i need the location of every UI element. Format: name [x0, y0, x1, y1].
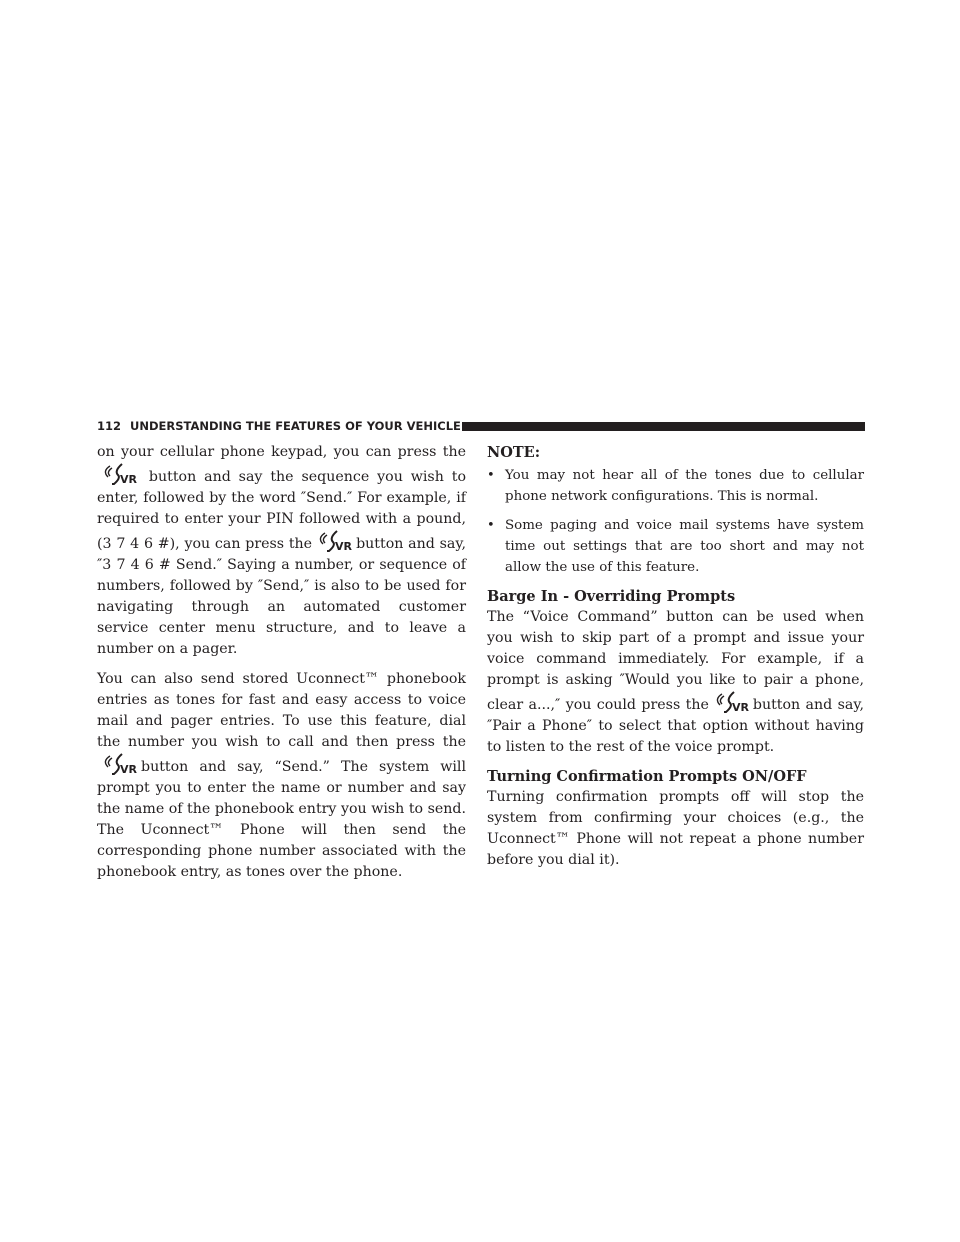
voice-recognition-button-icon	[100, 753, 138, 777]
section-title: UNDERSTANDING THE FEATURES OF YOUR VEHICLE	[130, 419, 461, 433]
text-run: The “Voice Command” button can be used when you wish to skip part of a prompt and issue your voice command immediately. For example, if a prompt is asking ″Would you like to pair a phone, clear a...,″ you could press the	[487, 609, 864, 713]
bullet: •	[487, 518, 495, 533]
list-item	[487, 515, 864, 578]
note-list	[487, 465, 864, 578]
voice-recognition-button-icon	[712, 691, 750, 715]
text-run: button and say the sequence you wish to enter, followed by the word ″Send.″ For example, if required to enter your PIN followed with a pound, (3 7 4 6 #), you can press the	[97, 469, 466, 552]
left-column	[97, 442, 466, 892]
paragraph-phonebook-tones	[97, 669, 466, 883]
note-label: NOTE:	[487, 444, 541, 461]
bullet: •	[487, 468, 495, 483]
paragraph-tones-sequence	[97, 442, 466, 660]
text-run: button and say, ″Pair a Phone″ to select that option without having to listen to the rest of the voice prompt.	[487, 697, 864, 755]
svg-text:VR: VR	[120, 763, 137, 776]
page-number: 112	[97, 419, 122, 433]
paragraph-barge-in	[487, 607, 864, 758]
text-run: button and say, “Send.” The system will prompt you to enter the name or number and say the name of the phonebook entry you wish to send. The Uconnect™ Phone will then send the corresponding phone number associated with the phonebook entry, as tones over the phone.	[97, 759, 466, 880]
list-item-text: Some paging and voice mail systems have system time out settings that are too short and may not allow the use of this feature.	[505, 518, 864, 575]
heading-confirmation-prompts: Turning Confirmation Prompts ON/OFF	[487, 768, 807, 785]
voice-recognition-button-icon	[315, 530, 353, 554]
list-item-text: You may not hear all of the tones due to cellular phone network configurations. This is normal.	[505, 468, 864, 504]
list-item	[487, 465, 864, 507]
svg-text:VR: VR	[335, 540, 353, 553]
text-run: You can also send stored Uconnect™ phonebook entries as tones for fast and easy access to voice mail and pager entries. To use this feature, dial the number you wish to call and then press the	[97, 671, 466, 750]
heading-barge-in: Barge In - Overriding Prompts	[487, 588, 736, 605]
header-rule	[462, 422, 865, 431]
svg-text:VR: VR	[120, 473, 137, 486]
page-header	[97, 418, 865, 434]
voice-recognition-button-icon	[100, 463, 138, 487]
text-run: on your cellular phone keypad, you can press the	[97, 444, 466, 460]
paragraph-confirmation-prompts: Turning confirmation prompts off will stop the system from confirming your choices (e.g., the Uconnect™ Phone will not repeat a phone number before you dial it).	[487, 789, 864, 868]
svg-text:VR: VR	[731, 701, 749, 714]
right-column	[487, 442, 864, 880]
text-run: button and say, ″3 7 4 6 # Send.″ Saying a number, or sequence of numbers, followed by ″Send,″ is also to be used for navigating through an automated customer service center menu structure, and to leave a number on a pager.	[97, 536, 466, 657]
